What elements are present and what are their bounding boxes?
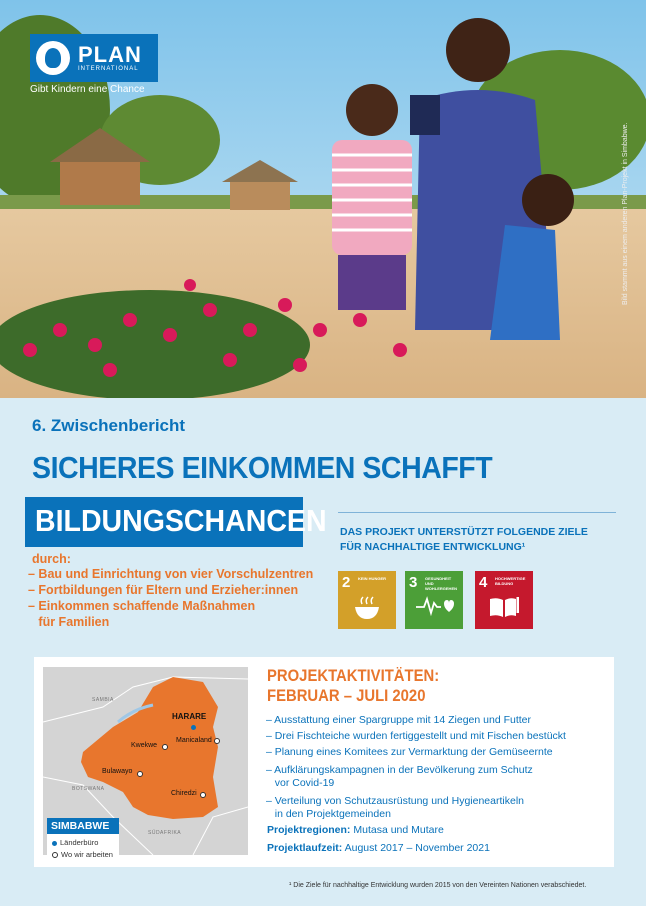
sdg-divider bbox=[338, 512, 616, 513]
label-zambia: SAMBIA bbox=[92, 697, 114, 703]
city-marker bbox=[137, 771, 143, 777]
list-item: für Familien bbox=[28, 615, 110, 629]
map-legend bbox=[47, 818, 119, 864]
sdg-goal-3: 3 GESUNDHEIT UND WOHLERGEHEN bbox=[405, 571, 463, 629]
legend-work: Wo wir arbeiten bbox=[61, 850, 113, 859]
plan-logo bbox=[30, 34, 158, 82]
legend-title: SIMBABWE bbox=[47, 818, 119, 834]
logo-sub: INTERNATIONAL bbox=[78, 66, 139, 72]
list-item: – Verteilung von Schutzausrüstung und Hygieneartikeln bbox=[266, 795, 524, 807]
activities-heading: PROJEKTAKTIVITÄTEN: FEBRUAR – JULI 2020 bbox=[267, 667, 440, 705]
city-bulawayo: Bulawayo bbox=[102, 768, 133, 775]
office-dot-icon bbox=[52, 841, 57, 846]
project-regions: Projektregionen: Mutasa und Mutare bbox=[267, 824, 444, 836]
city-chiredzi: Chiredzi bbox=[171, 790, 197, 797]
city-kwekwe: Kwekwe bbox=[131, 742, 158, 749]
list-item: vor Covid-19 bbox=[266, 777, 335, 789]
list-item: – Planung eines Komitees zur Vermarktung der Gemüseernte bbox=[266, 746, 553, 758]
label-south-africa: SÜDAFRIKA bbox=[148, 830, 182, 836]
logo-name: PLAN bbox=[78, 42, 142, 67]
city-marker bbox=[200, 792, 206, 798]
list-item: – Bau und Einrichtung von vier Vorschulzentren bbox=[28, 567, 314, 581]
work-dot-icon bbox=[52, 852, 58, 858]
title-line-1: SICHERES EINKOMMEN SCHAFFT bbox=[32, 450, 493, 485]
sdg-goal-2: 2 KEIN HUNGER bbox=[338, 571, 396, 629]
footnote: ¹ Die Ziele für nachhaltige Entwicklung wurden 2015 von den Vereinten Nationen verabschiedet. bbox=[289, 882, 587, 889]
list-item: in den Projektgemeinden bbox=[266, 808, 391, 820]
heartbeat-icon bbox=[405, 595, 463, 623]
measures-list bbox=[28, 566, 313, 630]
legend-office: Länderbüro bbox=[60, 838, 99, 847]
tagline: Gibt Kindern eine Chance bbox=[30, 84, 145, 95]
sdg-heading: DAS PROJEKT UNTERSTÜTZT FOLGENDE ZIELE FÜR NACHHALTIGE ENTWICKLUNG¹ bbox=[340, 526, 588, 553]
city-marker bbox=[162, 744, 168, 750]
book-icon bbox=[475, 595, 533, 625]
office-marker bbox=[191, 725, 196, 730]
title-line-2: BILDUNGSCHANCEN bbox=[35, 503, 327, 538]
city-harare: HARARE bbox=[172, 712, 207, 721]
photo-credit: Bild stammt aus einem anderen Plan-Projekt in Simbabwe. bbox=[622, 122, 629, 305]
list-item: – Aufklärungskampagnen in der Bevölkerung zum Schutz bbox=[266, 764, 533, 776]
list-item: – Einkommen schaffende Maßnahmen bbox=[28, 599, 256, 613]
list-item: – Drei Fischteiche wurden fertiggestellt und mit Fischen bestückt bbox=[266, 730, 566, 742]
report-subtitle: 6. Zwischenbericht bbox=[32, 416, 186, 435]
city-manicaland: Manicaland bbox=[176, 737, 212, 744]
label-botswana: BOTSWANA bbox=[72, 786, 105, 792]
list-item: – Fortbildungen für Eltern und Erzieher:innen bbox=[28, 583, 299, 597]
sdg-goal-4: 4 HOCHWERTIGE BILDUNG bbox=[475, 571, 533, 629]
list-item: – Ausstattung einer Spargruppe mit 14 Ziegen und Futter bbox=[266, 714, 531, 726]
project-duration: Projektlaufzeit: August 2017 – November 2021 bbox=[267, 842, 490, 854]
plan-logo-icon bbox=[36, 41, 70, 75]
work-marker bbox=[214, 738, 220, 744]
bowl-icon bbox=[338, 595, 396, 627]
durch-label: durch: bbox=[32, 552, 71, 566]
